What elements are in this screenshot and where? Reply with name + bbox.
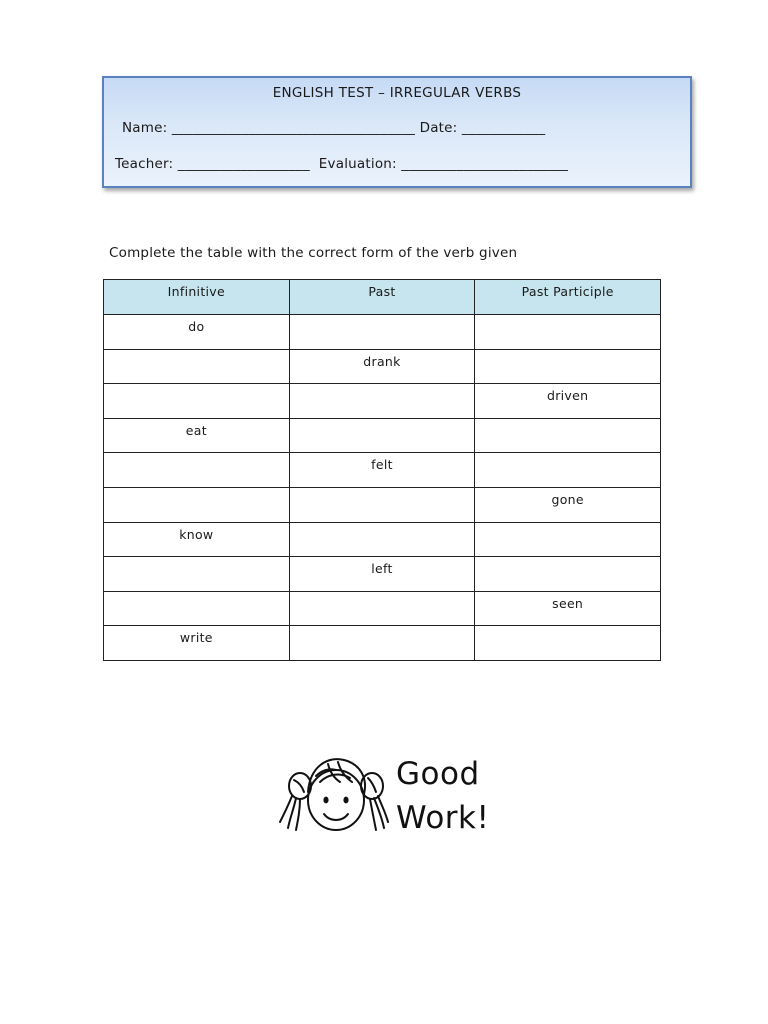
table-row (104, 315, 661, 350)
table-cell: know (104, 522, 290, 557)
table-cell (104, 487, 290, 522)
table-cell (289, 384, 475, 419)
table-row (104, 487, 661, 522)
table-cell: drank (289, 349, 475, 384)
table-cell (475, 349, 661, 384)
table-cell (104, 591, 290, 626)
table-row (104, 557, 661, 592)
table-cell (289, 591, 475, 626)
table-row (104, 522, 661, 557)
table-cell (475, 522, 661, 557)
table-cell (289, 626, 475, 661)
table-row (104, 349, 661, 384)
table-cell (104, 453, 290, 488)
table-cell (475, 418, 661, 453)
table-cell (475, 626, 661, 661)
table-cell (104, 349, 290, 384)
instructions-text: Complete the table with the correct form of the verb given (109, 245, 518, 261)
column-header-past: Past (289, 280, 475, 315)
table-cell: do (104, 315, 290, 350)
good-text: Good (396, 756, 480, 792)
table-cell: write (104, 626, 290, 661)
table-cell (289, 487, 475, 522)
table-row (104, 418, 661, 453)
table-cell (475, 557, 661, 592)
column-header-infinitive: Infinitive (104, 280, 290, 315)
test-title: ENGLISH TEST – IRREGULAR VERBS (272, 85, 522, 101)
table-cell (289, 418, 475, 453)
name-date-line: Name: ___________________________________ Date: ____________ (122, 120, 546, 136)
good-work-stamp (278, 752, 498, 844)
column-header-past-participle: Past Participle (475, 280, 661, 315)
table-cell: eat (104, 418, 290, 453)
test-header-box (102, 76, 692, 188)
verbs-table (103, 279, 661, 661)
table-row (104, 626, 661, 661)
table-cell (475, 453, 661, 488)
table-cell: driven (475, 384, 661, 419)
table-cell: left (289, 557, 475, 592)
smiling-girl-face-icon (278, 752, 390, 844)
table-cell (104, 557, 290, 592)
table-cell (289, 522, 475, 557)
table-cell (475, 315, 661, 350)
table-cell: felt (289, 453, 475, 488)
work-text: Work! (396, 800, 490, 836)
table-cell (104, 384, 290, 419)
table-cell: seen (475, 591, 661, 626)
table-cell (289, 315, 475, 350)
table-header-row (104, 280, 661, 315)
teacher-evaluation-line: Teacher: ___________________ Evaluation: ________________________ (115, 156, 569, 172)
table-row (104, 384, 661, 419)
table-row (104, 591, 661, 626)
table-cell: gone (475, 487, 661, 522)
table-row (104, 453, 661, 488)
